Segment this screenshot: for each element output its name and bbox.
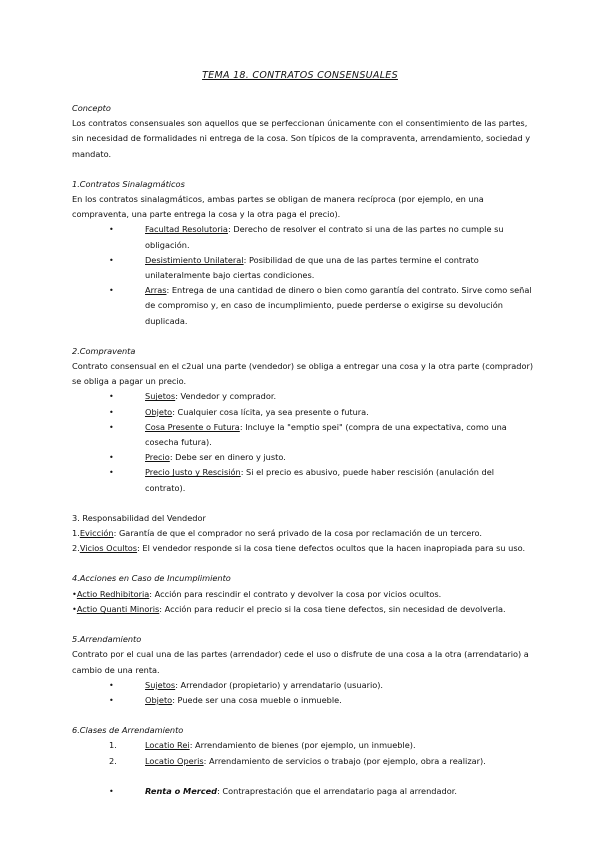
term: Arras (145, 285, 167, 296)
list-item (72, 526, 534, 541)
section-heading-compraventa: 2.Compraventa (72, 345, 136, 356)
term: Objeto (145, 694, 173, 705)
term: Facultad Resolutoria (145, 224, 228, 235)
term-description: : Si el precio es abusivo, puede haber rescisión (anulación del contrato). (145, 467, 494, 493)
section-heading-sinalagmaticos: 1.Contratos Sinalagmáticos (72, 178, 185, 189)
term: Evicción (79, 528, 114, 539)
term-description: : Arrendamiento de bienes (por ejemplo, un inmueble). (189, 740, 416, 751)
bullet-icon: • (109, 286, 114, 296)
term-description: : Arrendador (propietario) y arrendatario (usuario). (175, 679, 384, 690)
term-description: : Entrega de una cantidad de dinero o bien como garantía del contrato. Sirve como señal de compromiso y, en caso de incumplimiento, puede perderse o exigirse su devolución duplicada. (145, 285, 532, 326)
term: Precio Justo y Rescisión (145, 467, 241, 478)
list-item (72, 784, 534, 799)
bullet-icon: • (109, 225, 114, 235)
term: Locatio Rei (145, 740, 190, 751)
item-number: 1. (109, 740, 117, 751)
term-description: : Debe ser en dinero y justo. (169, 452, 286, 463)
term: Objeto (145, 406, 173, 417)
bullet-icon: • (109, 392, 114, 402)
term-description: : Contraprestación que el arrendatario paga al arrendador. (217, 785, 457, 796)
list-item (72, 602, 534, 617)
term-description: : Puede ser una cosa mueble o inmueble. (172, 694, 342, 705)
term-description: : Acción para rescindir el contrato y devolver la cosa por vicios ocultos. (149, 588, 442, 599)
term: Vicios Ocultos (79, 543, 138, 554)
concepto-text: Los contratos consensuales son aquellos que se perfeccionan únicamente con el consentimiento de las partes, sin necesidad de formalidades ni entrega de la cosa. Son típicos de la compraventa, arrendamiento, sociedad y mandato. (72, 118, 531, 159)
list-item (72, 693, 534, 708)
section-heading-arrendamiento: 5.Arrendamiento (72, 634, 142, 645)
list-item (72, 222, 534, 252)
item-number: 1. (72, 528, 80, 539)
item-number: 2. (109, 755, 117, 766)
term: Sujetos (145, 391, 176, 402)
term-description: : Incluye la "emptio spei" (compra de una expectativa, como una cosecha futura). (145, 421, 507, 448)
term-description: : Derecho de resolver el contrato si una de las partes no cumple su obligación. (145, 224, 504, 250)
term-description: : Cualquier cosa lícita, ya sea presente o futura. (172, 406, 369, 417)
sinalagmaticos-text: En los contratos sinalagmáticos, ambas partes se obligan de manera recíproca (por ejemplo, en una compraventa, una parte entrega la cosa y la otra paga el precio). (72, 194, 484, 220)
bullet-icon: • (109, 407, 114, 417)
list-item (72, 678, 534, 693)
bullet-icon: • (109, 695, 114, 705)
compraventa-text: Contrato consensual en el c2ual una parte (vendedor) se obliga a entregar una cosa y la otra parte (comprador) se obliga a pagar un precio. (72, 361, 534, 387)
list-item (72, 587, 534, 602)
document-title: TEMA 18. CONTRATOS CONSENSUALES (202, 70, 398, 81)
bullet-icon: • (109, 786, 114, 796)
list-item (72, 465, 534, 495)
list-item (72, 253, 534, 283)
term: Actio Quanti Minoris (76, 603, 160, 614)
section-heading-responsabilidad: 3. Responsabilidad del Vendedor (72, 512, 206, 523)
bullet-icon: • (109, 680, 114, 690)
bullet-icon: • (109, 422, 114, 432)
bullet-icon: • (72, 588, 77, 599)
term-description: : Vendedor y comprador. (175, 391, 277, 402)
list-item (72, 420, 534, 450)
term: Actio Redhibitoria (76, 588, 150, 599)
list-item (72, 405, 534, 420)
bullet-icon: • (72, 603, 77, 614)
list-item (72, 283, 534, 329)
bullet-icon: • (109, 468, 114, 478)
list-item (72, 450, 534, 465)
term: Renta o Merced (145, 785, 218, 796)
list-item (72, 541, 534, 556)
term: Locatio Operis (145, 755, 204, 766)
term-description: : Arrendamiento de servicios o trabajo (por ejemplo, obra a realizar). (203, 755, 486, 766)
document-body (72, 101, 534, 799)
bullet-icon: • (109, 255, 114, 265)
bullet-icon: • (109, 453, 114, 463)
list-item (72, 738, 534, 753)
section-heading-acciones: 4.Acciones en Caso de Incumplimiento (72, 573, 231, 584)
arrendamiento-text: Contrato por el cual una de las partes (arrendador) cede el uso o disfrute de una cosa a la otra (arrendatario) a cambio de una renta. (72, 649, 529, 675)
term: Cosa Presente o Futura (145, 421, 240, 432)
list-item (72, 754, 534, 769)
term-description: : Acción para reducir el precio si la cosa tiene defectos, sin necesidad de devolverla. (159, 603, 506, 614)
list-item (72, 389, 534, 404)
section-heading-concepto: Concepto (72, 103, 111, 113)
term-description: : El vendedor responde si la cosa tiene defectos ocultos que la hacen inapropiada para su uso. (137, 543, 526, 554)
term: Sujetos (145, 679, 176, 690)
term-description: : Posibilidad de que una de las partes termine el contrato unilateralmente bajo ciertas condiciones. (145, 254, 479, 281)
term: Desistimiento Unilateral (145, 254, 244, 265)
item-number: 2. (72, 543, 80, 554)
term-description: : Garantía de que el comprador no será privado de la cosa por reclamación de un tercero. (113, 528, 482, 539)
section-heading-clases: 6.Clases de Arrendamiento (72, 725, 184, 736)
term: Precio (145, 452, 170, 463)
